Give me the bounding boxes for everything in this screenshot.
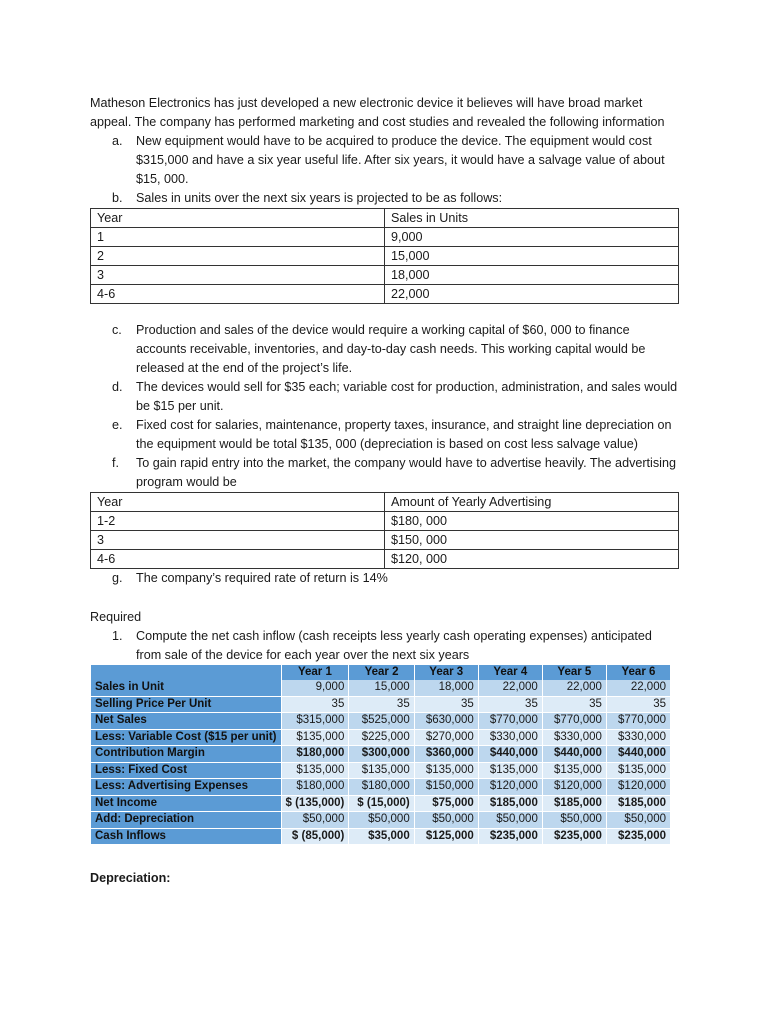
list-text: The company’s required rate of return is 14%	[136, 571, 388, 585]
table-cell: 15,000	[385, 247, 679, 266]
table-row	[91, 512, 679, 531]
list-item	[90, 416, 680, 454]
table-cell: $135,000	[349, 763, 413, 780]
list-text: Fixed cost for salaries, maintenance, property taxes, insurance, and straight line depreciation on the equipment would be total $135, 000 (depreciation is based on cost less salvage value)	[136, 418, 672, 451]
table-cell: $300,000	[349, 746, 413, 763]
table-cell: $330,000	[607, 730, 670, 747]
table-row	[91, 550, 679, 569]
table-row	[91, 829, 670, 846]
table-cell: $150,000	[415, 779, 478, 796]
table-cell: $75,000	[415, 796, 478, 813]
table-cell: 2	[91, 247, 385, 266]
table-row	[91, 266, 679, 285]
table-row	[91, 285, 679, 304]
table-row	[91, 713, 670, 730]
table-cell: $235,000	[607, 829, 670, 846]
table-cell: $330,000	[543, 730, 606, 747]
row-label: Contribution Margin	[91, 746, 281, 763]
table-cell: $120,000	[607, 779, 670, 796]
list-item	[90, 132, 680, 189]
table-cell: 9,000	[385, 228, 679, 247]
table-cell: $770,000	[543, 713, 606, 730]
table-row	[91, 746, 670, 763]
table-cell: 3	[91, 531, 385, 550]
table-row	[91, 531, 679, 550]
table-header-row	[91, 493, 679, 512]
table-cell: $50,000	[479, 812, 542, 829]
table-cell: $120,000	[543, 779, 606, 796]
table-header-cell: Year 4	[479, 665, 542, 680]
table-cell: $360,000	[415, 746, 478, 763]
table-cell: $50,000	[349, 812, 413, 829]
table-cell: $525,000	[349, 713, 413, 730]
list-item	[90, 321, 680, 378]
required-list	[90, 627, 680, 665]
row-label: Selling Price Per Unit	[91, 697, 281, 714]
table-header-cell: Sales in Units	[385, 209, 679, 228]
list-item	[90, 454, 680, 492]
table-cell: 35	[349, 697, 413, 714]
list-marker: a.	[112, 134, 123, 148]
table-cell: $135,000	[543, 763, 606, 780]
list-marker: d.	[112, 380, 123, 394]
table-header-cell: Year 3	[415, 665, 478, 680]
table-cell: $120, 000	[385, 550, 679, 569]
table-cell: 22,000	[385, 285, 679, 304]
table-cell: $ (15,000)	[349, 796, 413, 813]
table-cell: $50,000	[282, 812, 349, 829]
table-header-cell: Year 5	[543, 665, 606, 680]
table-cell: $135,000	[282, 763, 349, 780]
required-heading: Required	[90, 610, 142, 624]
list-text: To gain rapid entry into the market, the company would have to advertise heavily. The advertising program would be	[136, 456, 676, 489]
list-text: Sales in units over the next six years is projected to be as follows:	[136, 191, 503, 205]
table-cell: $180, 000	[385, 512, 679, 531]
list-marker: c.	[112, 323, 122, 337]
table-header-cell: Year 2	[349, 665, 413, 680]
table-cell: 35	[415, 697, 478, 714]
list-marker: e.	[112, 418, 123, 432]
row-label: Add: Depreciation	[91, 812, 281, 829]
table-header-row	[91, 209, 679, 228]
list-item	[90, 569, 680, 588]
table-row	[91, 730, 670, 747]
table-cell: 35	[282, 697, 349, 714]
table-header-cell: Year	[91, 209, 385, 228]
intro-paragraph: Matheson Electronics has just developed a new electronic device it believes will have broad market appeal. The company has performed marketing and cost studies and revealed the following information	[90, 96, 665, 129]
list-item	[90, 189, 680, 208]
sales-units-table	[90, 208, 679, 304]
info-list-g	[90, 569, 680, 588]
table-cell: 18,000	[415, 680, 478, 697]
table-cell: $235,000	[543, 829, 606, 846]
table-cell: $315,000	[282, 713, 349, 730]
advertising-table	[90, 492, 679, 569]
list-marker: g.	[112, 571, 123, 585]
list-text: Production and sales of the device would require a working capital of $60, 000 to finance accounts receivable, inventories, and day-to-day cash needs. This working capital would be released at the end of the project’s life.	[136, 323, 646, 375]
list-text: New equipment would have to be acquired to produce the device. The equipment would cost $315,000 and have a six year useful life. After six years, it would have a salvage value of about $15, 000.	[136, 134, 665, 186]
table-cell: 22,000	[607, 680, 670, 697]
table-cell: $440,000	[607, 746, 670, 763]
table-header-cell	[91, 665, 281, 680]
table-cell: $235,000	[479, 829, 542, 846]
table-cell: $180,000	[282, 779, 349, 796]
table-header-cell: Year	[91, 493, 385, 512]
table-cell: $135,000	[479, 763, 542, 780]
list-item	[90, 627, 680, 665]
table-cell: $ (85,000)	[282, 829, 349, 846]
table-cell: $120,000	[479, 779, 542, 796]
row-label: Net Income	[91, 796, 281, 813]
depreciation-heading: Depreciation:	[90, 871, 171, 885]
table-cell: 1	[91, 228, 385, 247]
table-cell: 4-6	[91, 285, 385, 304]
table-cell: 3	[91, 266, 385, 285]
table-cell: $770,000	[479, 713, 542, 730]
info-list-ab	[90, 132, 680, 208]
row-label: Less: Variable Cost ($15 per unit)	[91, 730, 281, 747]
table-row	[91, 796, 670, 813]
row-label: Less: Advertising Expenses	[91, 779, 281, 796]
table-cell: $180,000	[282, 746, 349, 763]
table-cell: 22,000	[543, 680, 606, 697]
list-marker: b.	[112, 191, 123, 205]
table-row	[91, 697, 670, 714]
table-cell: $330,000	[479, 730, 542, 747]
table-cell: $50,000	[607, 812, 670, 829]
table-cell: $135,000	[282, 730, 349, 747]
row-label: Sales in Unit	[91, 680, 281, 697]
row-label: Net Sales	[91, 713, 281, 730]
table-cell: 4-6	[91, 550, 385, 569]
table-cell: 9,000	[282, 680, 349, 697]
document-page	[90, 94, 680, 888]
table-cell: $185,000	[479, 796, 542, 813]
table-cell: $125,000	[415, 829, 478, 846]
table-row	[91, 763, 670, 780]
table-cell: 15,000	[349, 680, 413, 697]
table-header-cell: Year 6	[607, 665, 670, 680]
list-text: Compute the net cash inflow (cash receipts less yearly cash operating expenses) anticipated from sale of the device for each year over the next six years	[136, 629, 652, 662]
row-label: Less: Fixed Cost	[91, 763, 281, 780]
row-label: Cash Inflows	[91, 829, 281, 846]
table-header-cell: Year 1	[282, 665, 349, 680]
list-marker: f.	[112, 456, 119, 470]
table-cell: $ (135,000)	[282, 796, 349, 813]
table-row	[91, 779, 670, 796]
table-cell: $35,000	[349, 829, 413, 846]
table-row	[91, 228, 679, 247]
table-cell: $50,000	[543, 812, 606, 829]
cash-inflow-table	[90, 665, 671, 845]
table-cell: $150, 000	[385, 531, 679, 550]
table-row	[91, 680, 670, 697]
table-cell: $180,000	[349, 779, 413, 796]
table-cell: $185,000	[543, 796, 606, 813]
table-row	[91, 812, 670, 829]
table-cell: $135,000	[607, 763, 670, 780]
table-cell: $185,000	[607, 796, 670, 813]
table-cell: $50,000	[415, 812, 478, 829]
list-text: The devices would sell for $35 each; variable cost for production, administration, and sales would be $15 per unit.	[136, 380, 678, 413]
table-row	[91, 247, 679, 266]
list-marker: 1.	[112, 629, 123, 643]
table-header-cell: Amount of Yearly Advertising	[385, 493, 679, 512]
table-cell: $270,000	[415, 730, 478, 747]
table-cell: $440,000	[543, 746, 606, 763]
table-cell: $225,000	[349, 730, 413, 747]
list-item	[90, 378, 680, 416]
info-list-cf	[90, 321, 680, 492]
table-cell: $135,000	[415, 763, 478, 780]
table-cell: 35	[543, 697, 606, 714]
table-cell: $440,000	[479, 746, 542, 763]
table-cell: $630,000	[415, 713, 478, 730]
table-header-row	[91, 665, 670, 680]
table-cell: 18,000	[385, 266, 679, 285]
table-cell: 35	[607, 697, 670, 714]
table-cell: 22,000	[479, 680, 542, 697]
table-cell: 35	[479, 697, 542, 714]
table-cell: $770,000	[607, 713, 670, 730]
table-cell: 1-2	[91, 512, 385, 531]
